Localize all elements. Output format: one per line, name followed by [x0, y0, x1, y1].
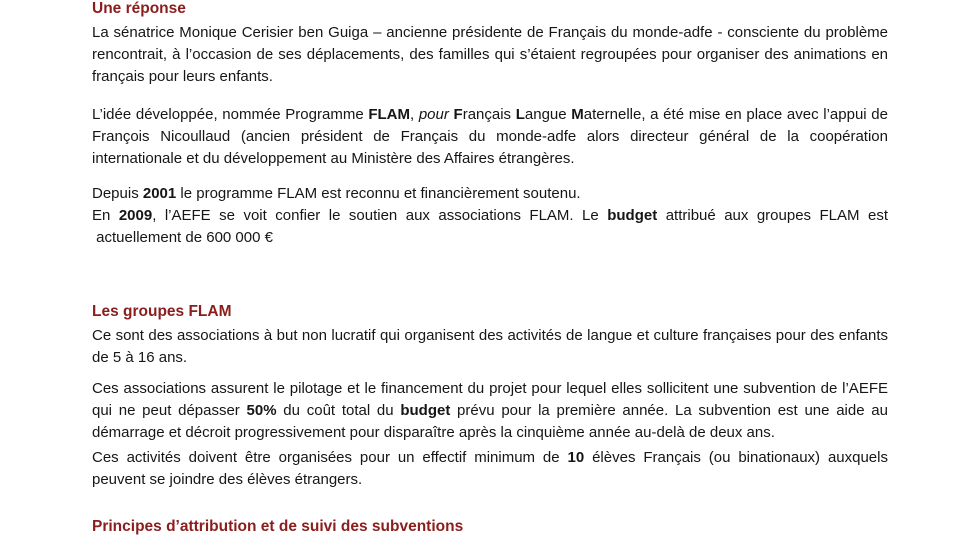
- section-heading-les-groupes-flam: Les groupes FLAM: [92, 303, 232, 320]
- paragraph-associations-text: Ce sont des associations à but non lucratif qui organisent des activités de langue et culture françaises pour des enfants de 5 à 16 ans.: [92, 327, 888, 366]
- paragraph-associations: [92, 325, 888, 369]
- section-heading-principes-attribution: Principes d’attribution et de suivi des subventions: [92, 518, 464, 535]
- paragraph-pilotage-subvention: Ces associations assurent le pilotage et le financement du projet pour lequel elles sollicitent une subvention de l’AEFE qui ne peut dépasser 50% du coût total du budget prévu pour la première année. La subvention est une aide au démarrage et décroit progressivement pour disparaître après la cinquième année au-delà de deux ans.: [92, 380, 888, 441]
- paragraph-senatrice: [92, 22, 888, 88]
- section-heading-une-reponse: Une réponse: [92, 0, 186, 17]
- paragraph-activites-effectif: Ces activités doivent être organisées pour un effectif minimum de 10 élèves Français (ou binationaux) auxquels peuvent se joindre des élèves étrangers.: [92, 449, 888, 488]
- paragraph-depuis-2001: Depuis 2001 le programme FLAM est reconnu et financièrement soutenu. En 2009, l’AEFE se voit confier le soutien aux associations FLAM. Le budget attribué aux groupes FLAM est actuellement de 600 000 €: [92, 185, 889, 246]
- paragraph-senatrice-text: La sénatrice Monique Cerisier ben Guiga – ancienne présidente de Français du monde-adfe - consciente du problème rencontrait, à l’occasion de ses déplacements, des familles qui s’étaient regroupées pour organiser des animations en français pour leurs enfants.: [92, 24, 888, 85]
- paragraph-idee-flam: L’idée développée, nommée Programme FLAM, pour Français Langue Maternelle, a été mise en place avec l’appui de François Nicoullaud (ancien président de Français du monde-adfe alors directeur général de la coopération internationale et du développement au Ministère des Affaires étrangères.: [92, 106, 888, 167]
